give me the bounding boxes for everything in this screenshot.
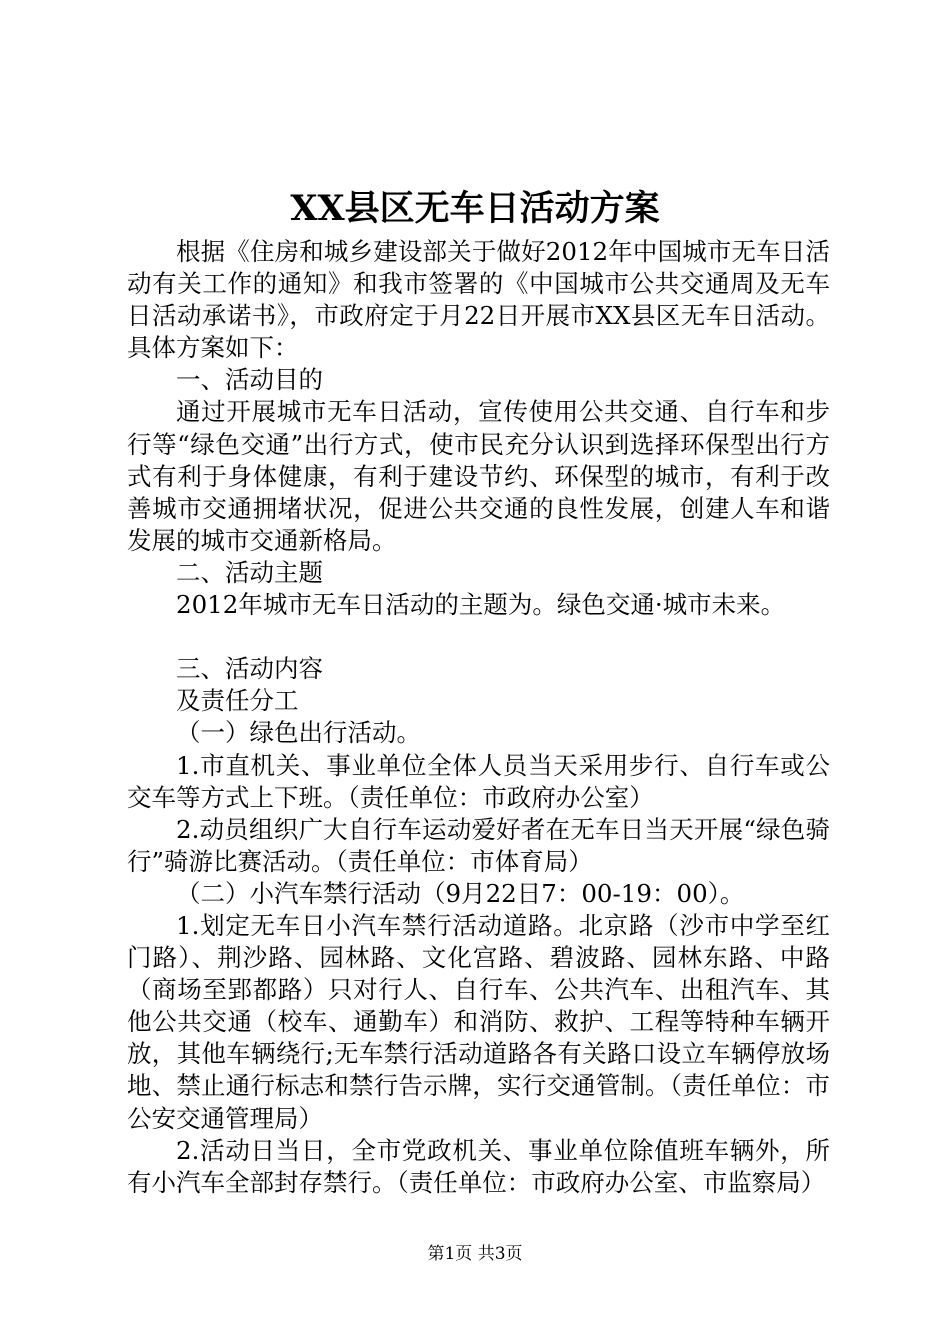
section-heading-purpose: 一、活动目的 xyxy=(176,365,323,395)
page-number-footer: 第1页 共3页 xyxy=(427,1244,523,1264)
subsection-green-travel: （一）绿色出行活动。 xyxy=(176,718,421,748)
section-heading-theme: 二、活动主题 xyxy=(176,557,323,587)
car-ban-item-2: 2.活动日当日，全市党政机关、事业单位除值班车辆外，所有小汽车全部封存禁行。（责任单位：市政府办公室、市监察局） xyxy=(127,1135,830,1197)
purpose-paragraph: 通过开展城市无车日活动，宣传使用公共交通、自行车和步行等“绿色交通”出行方式，使市民充分认识到选择环保型出行方式有利于身体健康，有利于建设节约、环保型的城市，有利于改善城市交通拥堵状况，促进公共交通的良性发展，创建人车和谐发展的城市交通新格局。 xyxy=(127,397,830,555)
intro-paragraph: 根据《住房和城乡建设部关于做好2012年中国城市无车日活动有关工作的通知》和我市签署的《中国城市公共交通周及无车日活动承诺书》，市政府定于月22日开展市XX县区无车日活动。具体方案如下： xyxy=(127,237,830,363)
blank-line xyxy=(127,621,830,653)
document-body xyxy=(127,236,830,1199)
car-ban-item-1: 1.划定无车日小汽车禁行活动道路。北京路（沙市中学至红门路）、荆沙路、园林路、文化宫路、碧波路、园林东路、中路（商场至郢都路）只对行人、自行车、公共汽车、出租汽车、其他公共交通（校车、通勤车）和消防、救护、工程等特种车辆开放，其他车辆绕行;无车禁行活动道路各有关路口设立车辆停放场地、禁止通行标志和禁行告示牌，实行交通管制。（责任单位：市公安交通管理局） xyxy=(127,910,830,1133)
section-heading-content-continued: 及责任分工 xyxy=(176,686,299,716)
section-heading-content: 三、活动内容 xyxy=(176,654,323,684)
subsection-car-ban: （二）小汽车禁行活动（9月22日7：00-19：00）。 xyxy=(176,878,745,908)
green-travel-item-2: 2.动员组织广大自行车运动爱好者在无车日当天开展“绿色骑行”骑游比赛活动。（责任单位：市体育局） xyxy=(127,814,830,876)
green-travel-item-1: 1.市直机关、事业单位全体人员当天采用步行、自行车或公交车等方式上下班。（责任单位：市政府办公室） xyxy=(127,750,830,812)
theme-paragraph: 2012年城市无车日活动的主题为。绿色交通·城市未来。 xyxy=(176,590,786,620)
document-title: XX县区无车日活动方案 xyxy=(290,188,660,229)
